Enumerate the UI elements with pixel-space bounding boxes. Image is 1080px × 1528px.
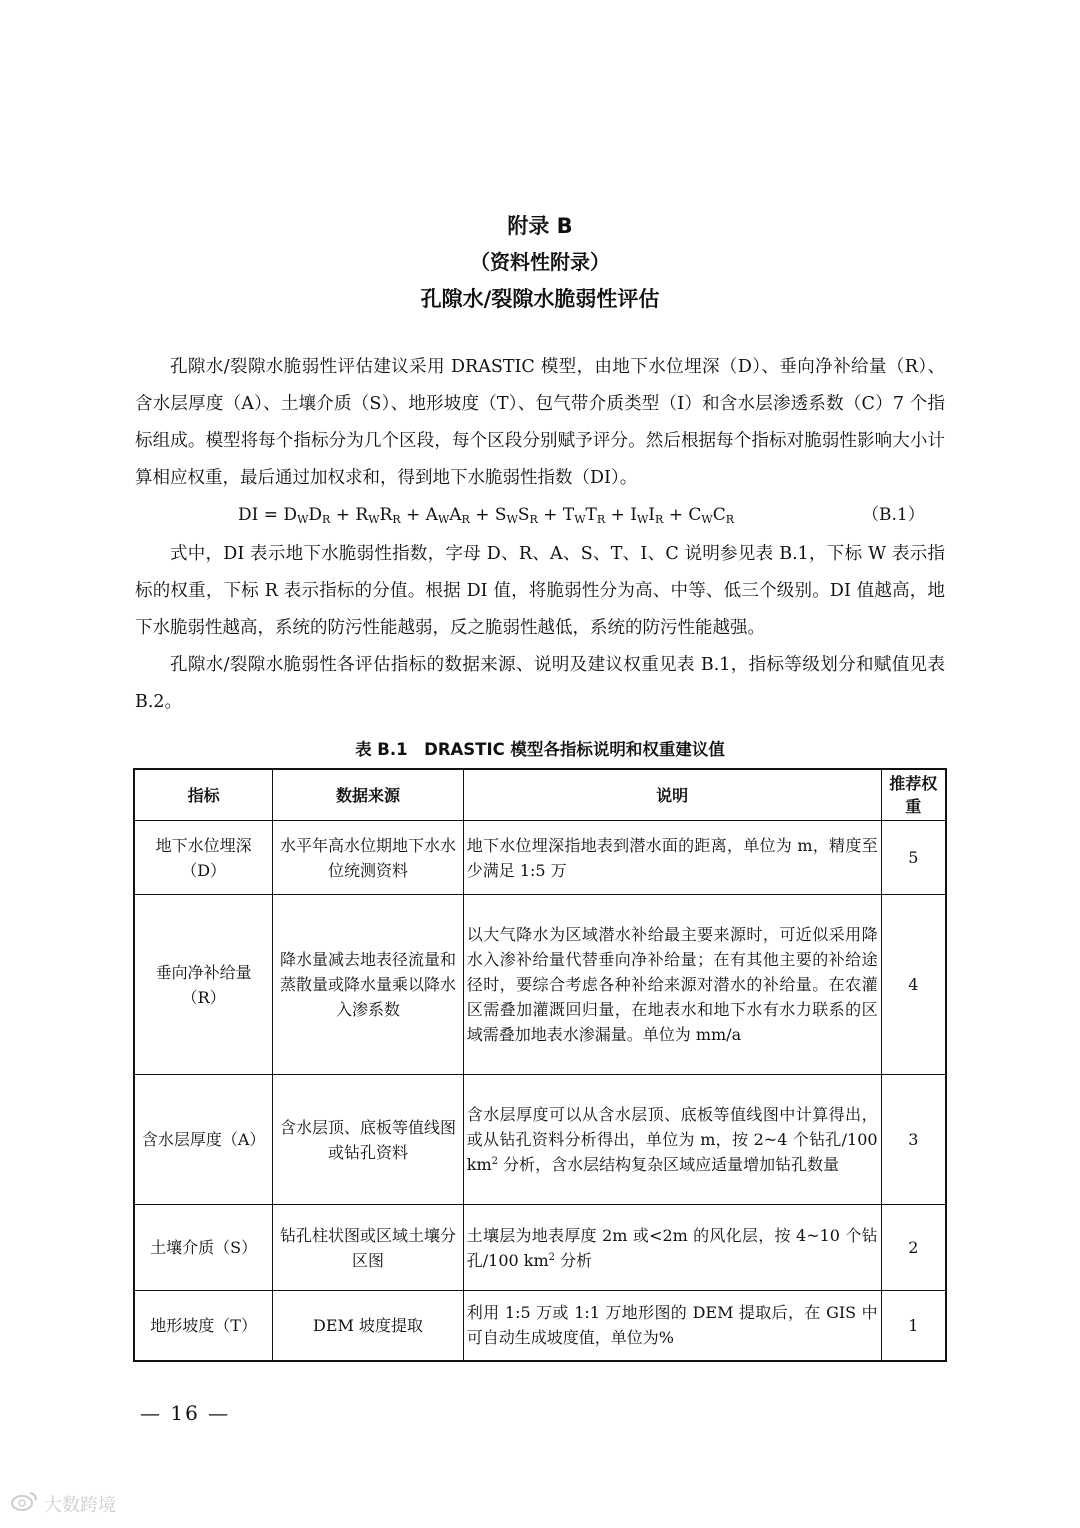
cell-source: 降水量减去地表径流量和蒸散量或降水量乘以降水入渗系数 bbox=[273, 895, 464, 1075]
cell-weight: 1 bbox=[881, 1291, 946, 1361]
cell-indicator: 土壤介质（S） bbox=[134, 1205, 273, 1291]
cell-weight: 4 bbox=[881, 895, 946, 1075]
cell-indicator: 地下水位埋深（D） bbox=[134, 821, 273, 895]
cell-source: 钻孔柱状图或区域土壤分区图 bbox=[273, 1205, 464, 1291]
cell-description: 土壤层为地表厚度 2m 或<2m 的风化层，按 4~10 个钻孔/100 $km^2$ 分析 bbox=[463, 1205, 881, 1291]
intro-paragraph: 孔隙水/裂隙水脆弱性评估建议采用 DRASTIC 模型，由地下水位埋深（D）、垂向净补给量（R）、含水层厚度（A）、土壤介质（S）、地形坡度（T）、包气带介质类型（I）和含水层渗透系数（C）7 个指标组成。模型将每个指标分为几个区段，每个区段分别赋予评分。然后根据每个指标对脆弱性影响大小计算相应权重，最后通过加权求和，得到地下水脆弱性指数（DI）。 bbox=[135, 357, 945, 488]
table-row bbox=[134, 1075, 946, 1205]
cell-description: 地下水位埋深指地表到潜水面的距离，单位为 m，精度至少满足 1:5 万 bbox=[463, 821, 881, 895]
header-weight: 推荐权重 bbox=[881, 769, 946, 821]
table-row bbox=[134, 895, 946, 1075]
weibo-logo-icon bbox=[10, 1490, 40, 1517]
formula-explanation-paragraph: 式中，DI 表示地下水脆弱性指数，字母 D、R、A、S、T、I、C 说明参见表 B.1，下标 W 表示指标的权重，下标 R 表示指标的分值。根据 DI 值，将脆弱性分为高、中等、低三个级别。DI 值越高，地下水脆弱性越高，系统的防污性能越弱，反之脆弱性越低，系统的防污性能越强。 bbox=[135, 544, 945, 638]
drastic-table bbox=[133, 768, 947, 1362]
appendix-type: （资料性附录） bbox=[470, 250, 610, 274]
table-header-row bbox=[134, 769, 946, 821]
formula-term: $C_WC_R$ bbox=[688, 505, 734, 526]
watermark bbox=[10, 1490, 116, 1517]
header-description: 说明 bbox=[463, 769, 881, 821]
di-formula: DI = $D_WD_R + R_WR_R + A_WA_R + S_WS_R + T_WT_R + I_WI_R + C_WC_R$ bbox=[238, 505, 734, 526]
formula-term: $A_WA_R$ bbox=[425, 505, 470, 526]
formula-term: $S_WS_R$ bbox=[494, 505, 538, 526]
cell-indicator: 地形坡度（T） bbox=[134, 1291, 273, 1361]
cell-description: 利用 1:5 万或 1:1 万地形图的 DEM 提取后，在 GIS 中可自动生成坡度值，单位为% bbox=[463, 1291, 881, 1361]
cell-source: 水平年高水位期地下水水位统测资料 bbox=[273, 821, 464, 895]
table-caption: 表 B.1 DRASTIC 模型各指标说明和权重建议值 bbox=[355, 740, 725, 759]
cell-weight: 2 bbox=[881, 1205, 946, 1291]
cell-weight: 5 bbox=[881, 821, 946, 895]
formula-terms: $D_WD_R + R_WR_R + A_WA_R + S_WS_R + T_WT_R + I_WI_R + C_WC_R$ bbox=[283, 505, 734, 526]
formula-term: $D_WD_R$ bbox=[283, 505, 331, 526]
cell-description: 含水层厚度可以从含水层顶、底板等值线图中计算得出，或从钻孔资料分析得出，单位为 m，按 2~4 个钻孔/100 $km^2$ 分析，含水层结构复杂区域应适量增加钻孔数量 bbox=[463, 1075, 881, 1205]
equation-number: （B.1） bbox=[862, 505, 925, 525]
cell-source: 含水层顶、底板等值线图或钻孔资料 bbox=[273, 1075, 464, 1205]
appendix-title: 孔隙水/裂隙水脆弱性评估 bbox=[420, 287, 660, 311]
header-indicator: 指标 bbox=[134, 769, 273, 821]
page-number: — 16 — bbox=[140, 1401, 231, 1425]
table-row bbox=[134, 1291, 946, 1361]
formula-term: $T_WT_R$ bbox=[562, 505, 606, 526]
cell-indicator: 垂向净补给量（R） bbox=[134, 895, 273, 1075]
cell-indicator: 含水层厚度（A） bbox=[134, 1075, 273, 1205]
cell-description: 以大气降水为区域潜水补给最主要来源时，可近似采用降水入渗补给量代替垂向净补给量；在有其他主要的补给途径时，要综合考虑各种补给来源对潜水的补给量。在农灌区需叠加灌溉回归量，在地表水和地下水有水力联系的区域需叠加地表水渗漏量。单位为 mm/a bbox=[463, 895, 881, 1075]
header-source: 数据来源 bbox=[273, 769, 464, 821]
table-row bbox=[134, 1205, 946, 1291]
cell-source: DEM 坡度提取 bbox=[273, 1291, 464, 1361]
watermark-text: 大数跨境 bbox=[44, 1494, 116, 1516]
formula-term: $R_WR_R$ bbox=[355, 505, 401, 526]
appendix-label: 附录 B bbox=[507, 214, 573, 238]
cell-weight: 3 bbox=[881, 1075, 946, 1205]
table-reference-paragraph: 孔隙水/裂隙水脆弱性各评估指标的数据来源、说明及建议权重见表 B.1，指标等级划分和赋值见表 B.2。 bbox=[135, 655, 945, 712]
formula-term: $I_WI_R$ bbox=[630, 505, 664, 526]
table-row bbox=[134, 821, 946, 895]
